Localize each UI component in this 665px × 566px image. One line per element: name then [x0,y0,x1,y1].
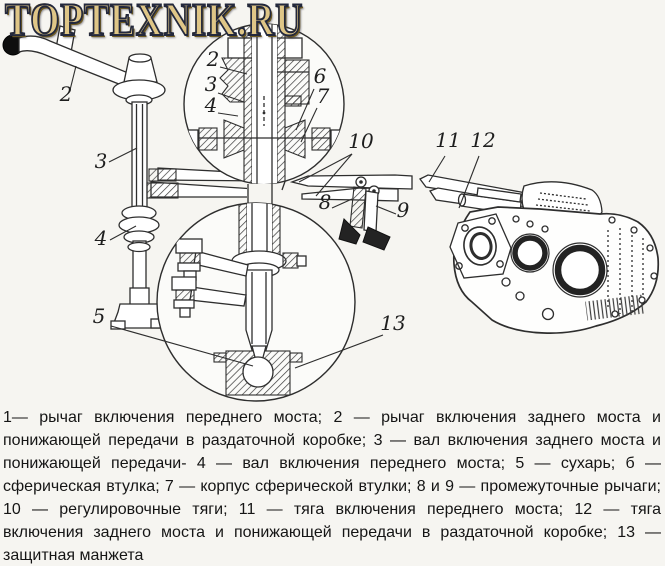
detail-inset-bottom [157,203,355,401]
callout-number: 3 [94,149,108,173]
callout-number: 10 [348,129,374,153]
callout-number: 12 [470,128,496,152]
callout-number: 3 [204,72,218,96]
site-watermark: TOPTEXNIK.RU [5,0,304,46]
leader-line [332,199,352,208]
callout-number: 7 [316,84,330,108]
callout-number: 4 [94,226,108,250]
leader-line [376,206,396,214]
callout-number: 5 [92,304,106,328]
figure-caption: 1— рычаг включения переднего моста; 2 — рычаг включения заднего моста и понижающей передачи в раздаточной коробке; 3 — вал включения заднего моста и понижающей передачи- 4 — вал включения переднего моста; 5 — сухарь; б — сферическая втулка; 7 — корпус сферической втулки; 8 и 9 — промежуточные рычаги; 10 — регулировочные тяги; 11 — тяга включения переднего моста; 12 — тяга включения заднего моста и понижающей передачи в раздаточной коробке; 13 — защитная манжета [3,409,661,564]
callout-number: 4 [204,93,218,117]
callout-number: 9 [396,198,410,222]
callout-number: 11 [435,128,461,152]
callout-number: 8 [318,190,332,214]
transfer-case-housing [450,182,658,333]
callout-number: 2 [59,82,73,106]
callout-number: 2 [206,47,220,71]
tie-rods-middle [292,175,412,201]
callout-number: 6 [313,64,327,88]
callout-number: 13 [380,311,406,335]
